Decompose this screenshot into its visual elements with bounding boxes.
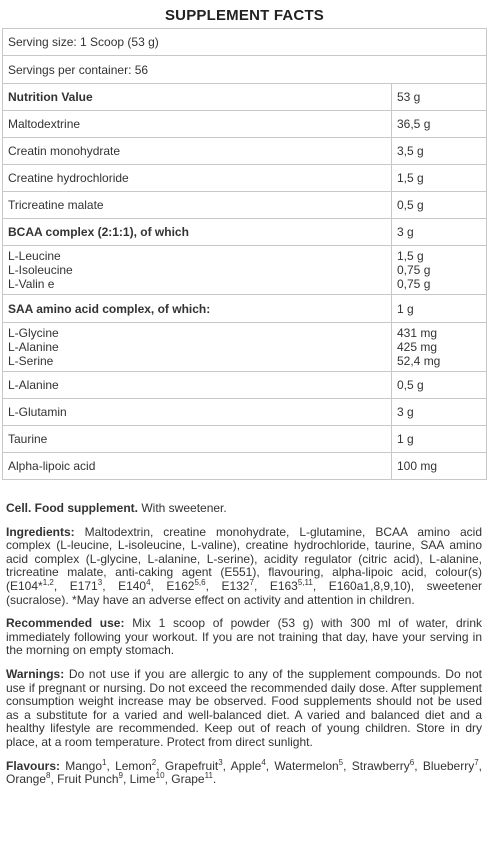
row-values bbox=[392, 246, 487, 295]
servings-per-container-row bbox=[3, 56, 487, 84]
row-value: 1 g bbox=[392, 426, 487, 453]
row-value: 1,5 g bbox=[392, 165, 487, 192]
row-name: L-Valin e bbox=[8, 277, 55, 291]
row-values bbox=[392, 323, 487, 372]
warnings-label: Warnings: bbox=[6, 666, 65, 681]
row-value: 53 g bbox=[392, 84, 487, 111]
table-row bbox=[3, 219, 487, 246]
table-row bbox=[3, 84, 487, 111]
table-row bbox=[3, 165, 487, 192]
row-names bbox=[3, 323, 392, 372]
colour-entry: E162$^{5,6}$, bbox=[166, 577, 222, 593]
row-name: L-Leucine bbox=[8, 249, 61, 263]
table-row bbox=[3, 399, 487, 426]
row-value: 0,75 g bbox=[397, 263, 431, 277]
row-name: Alpha-lipoic acid bbox=[3, 453, 392, 480]
colour-entry: $^{1,2}$, bbox=[42, 577, 70, 593]
cell-text: With sweetener. bbox=[138, 501, 227, 515]
table-row bbox=[3, 295, 487, 323]
row-name: L-Alanine bbox=[3, 372, 392, 399]
row-names bbox=[3, 246, 392, 295]
warnings-text: Do not use if you are allergic to any of the supplement compounds. Do not use if pregnant or nursing. Do not exceed the recommended daily dose. After supplement consumption weight increase may be observed. Food supplements should not be used as a substitute for a varied and well-balanced diet. A varied and balanced diet and a healthy lifestyle are recommended. Keep out of reach of young children. Store in dry place, at a room temperature. Protect from direct sunlight. bbox=[6, 666, 482, 749]
row-value: 0,75 g bbox=[397, 277, 431, 291]
flavour-item: Fruit Punch$^9$, bbox=[57, 771, 130, 787]
colour-entry: $E132^7$, bbox=[221, 577, 270, 593]
row-name: L-Alanine bbox=[8, 340, 59, 354]
warnings-paragraph bbox=[6, 668, 482, 750]
row-name: Tricreatine malate bbox=[3, 192, 392, 219]
row-name: L-Glycine bbox=[8, 326, 59, 340]
recommended-use-text: Mix 1 scoop of powder (53 g) with 300 ml of water, drink immediately following your workout. If you are not training that day, have your serving in the morning on empty stomach. bbox=[6, 616, 482, 658]
colour-entry: $E171^3$, bbox=[69, 577, 119, 593]
supplement-facts-table bbox=[2, 28, 487, 480]
row-value: 100 mg bbox=[392, 453, 487, 480]
serving-size: Serving size: 1 Scoop (53 g) bbox=[3, 29, 487, 56]
flavours-label: Flavours: bbox=[6, 758, 61, 773]
row-value: 1 g bbox=[392, 295, 487, 323]
flavour-item: Apple$^4$, bbox=[230, 757, 275, 773]
row-name: Creatine hydrochloride bbox=[3, 165, 392, 192]
row-name: Nutrition Value bbox=[3, 84, 392, 111]
table-row bbox=[3, 453, 487, 480]
row-value: 52,4 mg bbox=[397, 354, 441, 368]
row-value: 0,5 g bbox=[392, 372, 487, 399]
row-value: 431 mg bbox=[397, 326, 438, 340]
page-title: SUPPLEMENT FACTS bbox=[164, 7, 325, 24]
flavour-item: Strawberry$^6$, bbox=[351, 757, 423, 773]
row-name: BCAA complex (2:1:1), of which bbox=[3, 219, 392, 246]
flavour-item: Watermelon$^5$, bbox=[274, 757, 352, 773]
table-row bbox=[3, 246, 487, 295]
row-value: 3 g bbox=[392, 399, 487, 426]
row-value: 425 mg bbox=[397, 340, 438, 354]
row-value: 36,5 g bbox=[392, 111, 487, 138]
row-name: L-Serine bbox=[8, 354, 54, 368]
flavour-item: Lime$^{10}$, bbox=[129, 771, 172, 787]
flavours-paragraph bbox=[6, 757, 482, 787]
colour-entry: E163$^{5,11}$, E160a1,8,9,10), sweetener (sucralose). *May have an adverse effect on activity and attention in children. bbox=[6, 577, 482, 607]
table-row bbox=[3, 372, 487, 399]
cell-label: Cell. Food supplement. bbox=[6, 501, 139, 515]
row-name: SAA amino acid complex, of which: bbox=[3, 295, 392, 323]
row-value: 3,5 g bbox=[392, 138, 487, 165]
row-value: 1,5 g bbox=[397, 249, 424, 263]
row-value: 0,5 g bbox=[392, 192, 487, 219]
servings-per-container: Servings per container: 56 bbox=[3, 56, 487, 84]
recommended-use-paragraph bbox=[6, 617, 482, 658]
flavour-item: Grapefruit$^3$, bbox=[164, 757, 231, 773]
cell-paragraph bbox=[6, 502, 482, 516]
flavour-item: Mango$^1$, bbox=[60, 757, 116, 773]
row-name: Maltodextrine bbox=[3, 111, 392, 138]
table-row bbox=[3, 426, 487, 453]
row-value: 3 g bbox=[392, 219, 487, 246]
table-row bbox=[3, 111, 487, 138]
serving-size-row bbox=[3, 29, 487, 56]
ingredients-text: Maltodextrin, creatine monohydrate, L-glutamine, BCAA amino acid complex (L-leucine, L-isoleucine, L-valine), creatine hydrochloride, taurine, SAA amino acid complex (L-glycine, L-alanine, L-serine), acidity regulator (citric acid), L-alanine, tricreatine malate, anti-caking agent (E551), flavouring, alpha-lipoic acid, colour(s) (E104* bbox=[6, 524, 482, 593]
row-name: Creatin monohydrate bbox=[3, 138, 392, 165]
table-row bbox=[3, 323, 487, 372]
flavour-item: Lemon$^2$, bbox=[115, 757, 165, 773]
row-name: Taurine bbox=[3, 426, 392, 453]
recommended-use-label: Recommended use: bbox=[6, 616, 125, 631]
product-info bbox=[6, 502, 482, 787]
flavour-item: Blueberry$^7$, bbox=[422, 757, 482, 773]
row-name: L-Glutamin bbox=[3, 399, 392, 426]
flavour-item: Orange$^8$, bbox=[6, 771, 58, 787]
colour-entry: $E140^4$, bbox=[118, 577, 167, 593]
table-row bbox=[3, 138, 487, 165]
flavour-item: Grape$^{11}$. bbox=[171, 771, 217, 787]
table-row bbox=[3, 192, 487, 219]
row-name: L-Isoleucine bbox=[8, 263, 73, 277]
ingredients-paragraph bbox=[6, 526, 482, 608]
ingredients-label: Ingredients: bbox=[6, 524, 75, 539]
